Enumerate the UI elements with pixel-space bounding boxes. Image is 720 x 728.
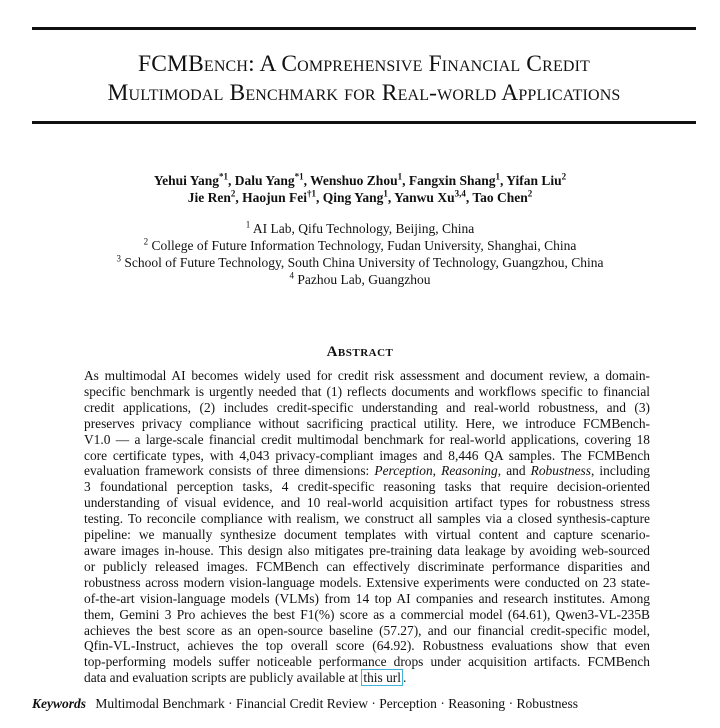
keyword-item: Multimodal Benchmark [95, 696, 225, 711]
author-name: Fangxin Shang$^1$ [408, 171, 500, 188]
abstract-line: top-performing models suffer noticeable performance drops under acquisition artifacts. FCMBench [84, 654, 650, 670]
keyword-item: Perception [379, 696, 437, 711]
abstract-line: core certificate types, with 4,043 privacy-compliant images and 8,446 QA samples. The FCMBench [84, 447, 650, 463]
abstract-line: Qfin-VL-Instruct, achieves the top overall score (64.92). Robustness evaluations show that even [84, 638, 650, 654]
author-affiliation-marker: 1 [397, 171, 403, 182]
abstract-line: As multimodal AI becomes widely used for credit risk assessment and document review, a domain- [84, 368, 650, 383]
abstract-line: or publicly released images. FCMBench can effectively discriminate performance disparities and [84, 558, 650, 574]
abstract-line: testing. To reconcile compliance with realism, we construct all samples via a closed synthesis-capture [84, 511, 650, 527]
author-name: Yehui Yang$^{*1}$ [153, 171, 228, 188]
abstract-line: credit applications, (2) includes credit-specific understanding and real-world robustness, and (3) [84, 399, 650, 415]
keywords-items: Multimodal Benchmark · Financial Credit Review · Perception · Reasoning · Robustness [95, 696, 578, 711]
author-affiliation-marker: *1 [218, 171, 228, 182]
author-affiliation-marker: †1 [307, 188, 317, 199]
author-name: Jie Ren$^2$ [187, 188, 236, 205]
author-name: Wenshuo Zhou$^1$ [310, 171, 403, 188]
abstract-body [84, 368, 650, 686]
keywords-line [32, 695, 696, 712]
abstract-line: V1.0 — a large-scale financial credit multimodal benchmark for real-world applications, covering 18 [84, 431, 650, 447]
title-rule-top [32, 27, 696, 30]
author-affiliation-marker: 2 [561, 171, 567, 182]
abstract-line: understanding of visual evidence, and 10 real-world acquisition artifact types for robustness stress [84, 495, 650, 511]
paper-title-line-2: Multimodal Benchmark for Real-world Applications [107, 80, 621, 106]
data-url-link[interactable]: this url [363, 670, 401, 686]
abstract-line: specific benchmark is urgently needed that (1) reflects documents and workflows specific to financial [84, 383, 650, 399]
affiliation-item: $^2$ College of Future Information Technology, Fudan University, Shanghai, China [143, 236, 577, 253]
author-affiliation-marker: 2 [527, 188, 533, 199]
abstract-line: preserves privacy compliance without sacrificing practical utility. Here, we introduce FCMBench- [84, 415, 650, 431]
author-line-1: Yehui Yang$^{*1}$, Dalu Yang$^{*1}$, Wenshuo Zhou$^1$, Fangxin Shang$^1$, Yifan Liu$^2$ [153, 171, 567, 188]
keywords-label: Keywords [32, 696, 86, 711]
affiliation-item: $^4$ Pazhou Lab, Guangzhou [289, 270, 431, 287]
author-name: Yanwu Xu$^{3,4}$ [394, 188, 466, 205]
paper-title [32, 50, 696, 108]
keyword-item: Financial Credit Review [235, 696, 368, 711]
abstract-line: of-the-art vision-language models (VLMs) from 14 top AI companies and research institutes. Among [84, 590, 650, 606]
author-affiliation-marker: 3,4 [454, 188, 466, 199]
author-affiliation-marker: 1 [383, 188, 388, 199]
keyword-item: Reasoning [448, 696, 506, 711]
abstract-line: pipeline: we manually synthesize document templates with virtual content and capture scenario- [84, 527, 650, 543]
abstract-line: robustness across modern vision-language models. Extensive experiments were conducted on 23 state- [84, 574, 650, 590]
abstract-line: 3 foundational perception tasks, 4 credit-specific reasoning tasks that require decision-oriented [84, 479, 650, 495]
affiliation-item: $^1$ AI Lab, Qifu Technology, Beijing, China [245, 219, 475, 236]
author-list [0, 172, 720, 206]
author-name: Haojun Fei$^{\dagger 1}$ [242, 188, 317, 205]
affiliation-item: $^3$ School of Future Technology, South China University of Technology, Guangzhou, China [116, 253, 604, 270]
author-name: Qing Yang$^1$ [322, 188, 388, 205]
author-name: Dalu Yang$^{*1}$ [234, 171, 304, 188]
abstract-line: them, Gemini 3 Pro achieves the best F1(%) score as a commercial model (64.61), Qwen3-VL-235B [84, 606, 650, 622]
title-rule-bottom [32, 121, 696, 124]
author-name: Tao Chen$^2$ [472, 188, 533, 205]
affiliation-list [0, 220, 720, 288]
author-affiliation-marker: 2 [230, 188, 236, 199]
author-affiliation-marker: 1 [495, 171, 500, 182]
author-affiliation-marker: *1 [294, 171, 304, 182]
abstract-line: aware images in-house. This design also mitigates pre-training data leakage by avoiding web-sourced [84, 542, 650, 558]
keyword-item: Robustness [516, 696, 578, 711]
abstract-line: achieves the best score as an open-source baseline (57.27), and our financial credit-specific model, [84, 622, 650, 638]
paper-title-line-1: FCMBench: A Comprehensive Financial Credit [138, 51, 590, 77]
author-name: Yifan Liu$^2$ [506, 171, 567, 188]
abstract-line: evaluation framework consists of three dimensions: Perception, Reasoning, and Robustness, including [84, 463, 651, 479]
abstract-line: data and evaluation scripts are publicly available at this url . [84, 670, 407, 686]
abstract-heading: Abstract [326, 344, 394, 360]
author-line-2: Jie Ren$^2$, Haojun Fei$^{\dagger 1}$, Qing Yang$^1$, Yanwu Xu$^{3,4}$, Tao Chen$^2$ [187, 188, 533, 205]
